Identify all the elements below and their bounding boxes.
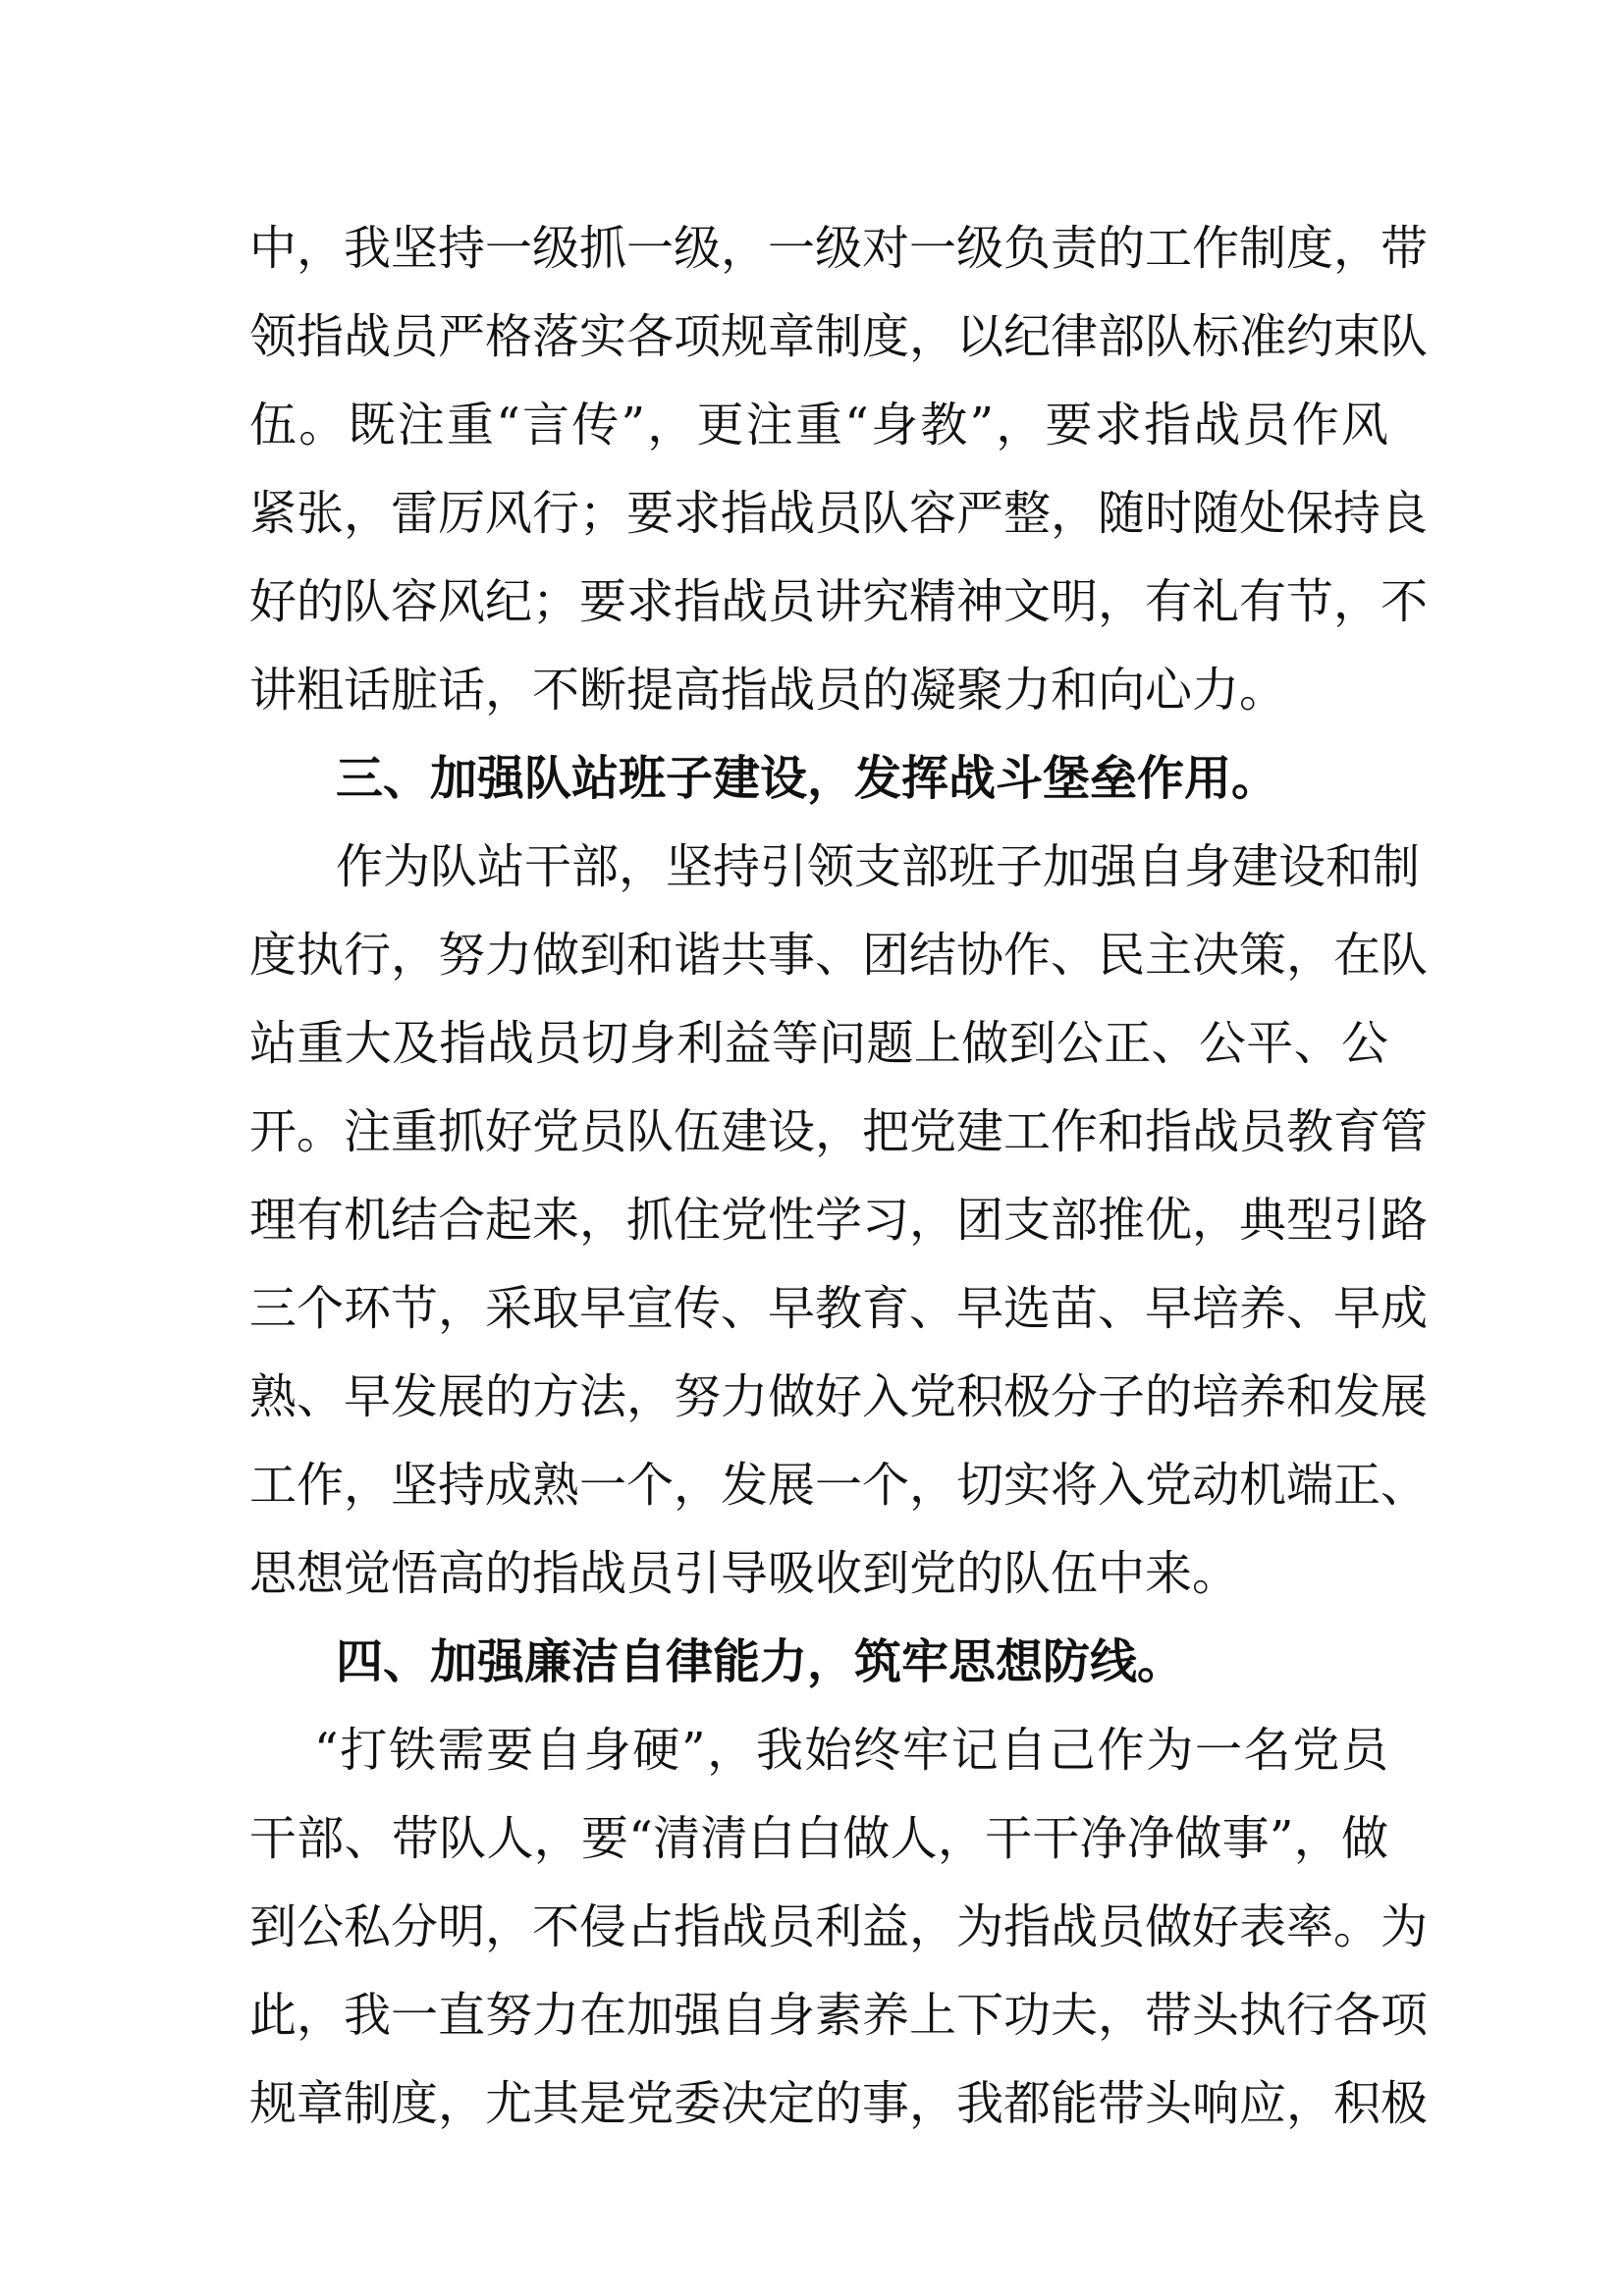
paragraph-line: 干部、带队人，要“清清白白做人，干干净净做事”，做 [249,1811,1388,1866]
paragraph-line: 好的队容风纪；要求指战员讲究精神文明，有礼有节，不 [249,574,1429,629]
paragraph-line: 熟、早发展的方法，努力做好入党积极分子的培养和发展 [249,1369,1429,1424]
paragraph-line: 规章制度，尤其是党委决定的事，我都能带头响应，积极 [249,2076,1429,2131]
paragraph-line: 领指战员严格落实各项规章制度，以纪律部队标准约束队 [249,309,1429,364]
paragraph-line: 紧张，雷厉风行；要求指战员队容严整，随时随处保持良 [249,486,1429,541]
paragraph-line: 三个环节，采取早宣传、早教育、早选苗、早培养、早成 [249,1281,1429,1336]
paragraph-line: 开。注重抓好党员队伍建设，把党建工作和指战员教育管 [249,1104,1429,1159]
paragraph-line: 工作，坚持成熟一个，发展一个，切实将入党动机端正、 [249,1458,1429,1513]
paragraph-line: 讲粗话脏话，不断提高指战员的凝聚力和向心力。 [249,663,1287,718]
paragraph-line: 中，我坚持一级抓一级，一级对一级负责的工作制度，带 [249,221,1429,276]
paragraph-line: “打铁需要自身硬”，我始终牢记自己作为一名党员 [314,1723,1388,1778]
paragraph-line: 伍。既注重“言传”，更注重“身教”，要求指战员作风 [249,398,1388,453]
section-heading-4: 四、加强廉洁自律能力，筑牢思想防线。 [336,1634,1185,1689]
paragraph-line: 站重大及指战员切身利益等问题上做到公正、公平、公 [249,1016,1388,1071]
paragraph-line: 理有机结合起来，抓住党性学习，团支部推优，典型引路 [249,1193,1429,1248]
paragraph-line: 思想觉悟高的指战员引导吸收到党的队伍中来。 [249,1546,1240,1601]
paragraph-line: 度执行，努力做到和谐共事、团结协作、民主决策，在队 [249,928,1429,983]
paragraph-line: 到公私分明，不侵占指战员利益，为指战员做好表率。为 [249,1899,1429,1954]
paragraph-line: 此，我一直努力在加强自身素养上下功夫，带头执行各项 [249,1988,1429,2043]
section-heading-3: 三、加强队站班子建设，发挥战斗堡垒作用。 [336,751,1279,806]
paragraph-line: 作为队站干部，坚持引领支部班子加强自身建设和制 [336,839,1421,894]
